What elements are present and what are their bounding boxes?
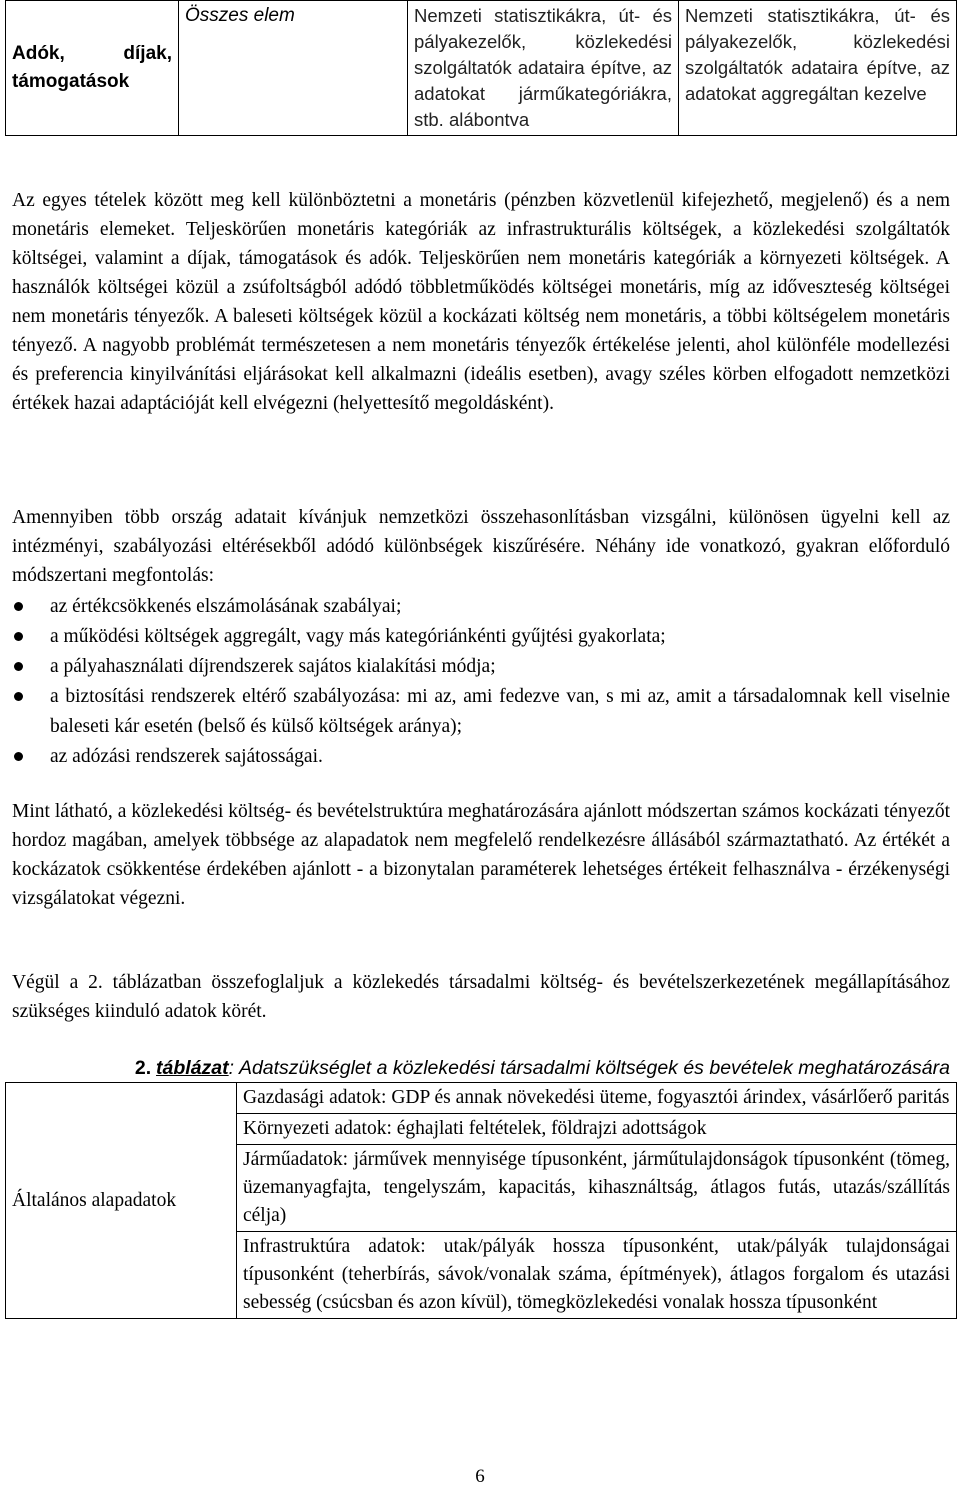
- table-caption: [30, 1054, 950, 1083]
- bullet-icon: [14, 632, 23, 641]
- methodology-bullet-list: [12, 592, 950, 772]
- list-item: a működési költségek aggregált, vagy más kategóriánkénti gyűjtési gyakorlata;: [12, 622, 950, 652]
- bullet-icon: [14, 752, 23, 761]
- paragraph-summary: Végül a 2. táblázatban összefoglaljuk a közlekedés társadalmi költség- és bevételszerkezetének megállapításához szükséges kiinduló adatok körét.: [12, 972, 950, 1022]
- caption-separator: :: [228, 1057, 235, 1079]
- paragraph-risk: Mint látható, a közlekedési költség- és bevételstruktúra meghatározására ajánlott módszertan számos kockázati tényezőt hordoz magában, amelyek többsége az alapadatok nem megfelelő rendelkezésre állásából származtatható. Az értékét a kockázatok csökkentése érdekében ajánlott - a bizonytalan paraméterek lehetséges értékeit felhasználva - érzékenységi vizsgálatokat végezni.: [12, 801, 950, 909]
- table-row: [6, 1, 957, 136]
- aggregated-method-cell: Nemzeti statisztikákra, út- és pályakezelők, közlekedési szolgáltatók adataira építve, az adatokat aggregáltan kezelve: [679, 1, 957, 136]
- caption-label: táblázat: [156, 1057, 229, 1079]
- table-row: [6, 1083, 957, 1114]
- list-item: a pályahasználati díjrendszerek sajátos kialakítási módja;: [12, 652, 950, 682]
- bullet-icon: [14, 662, 23, 671]
- table-cell: Gazdasági adatok: GDP és annak növekedési üteme, fogyasztói árindex, vásárlőerő paritás: [237, 1083, 957, 1114]
- page-number: 6: [475, 1466, 485, 1487]
- row-group-label: Általános alapadatok: [6, 1083, 237, 1319]
- elements-cell: Összes elem: [179, 1, 408, 136]
- bullet-icon: [14, 692, 23, 701]
- caption-title: Adatszükséglet a közlekedési társadalmi költségek és bevételek meghatározására: [238, 1057, 950, 1079]
- list-item: az értékcsökkenés elszámolásának szabályai;: [12, 592, 950, 622]
- caption-number: 2.: [134, 1057, 152, 1079]
- data-requirements-table: [5, 1082, 957, 1319]
- list-item: a biztosítási rendszerek eltérő szabályozása: mi az, ami fedezve van, s mi az, amit a társadalomnak kell viselnie baleseti kár esetén (belső és külső költségek aránya);: [12, 682, 950, 742]
- paragraph-monetary: Az egyes tételek között meg kell különböztetni a monetáris (pénzben közvetlenül kifejezhető, megjelenő) és a nem monetáris elemeket. Teljeskörűen monetáris kategóriák az infrastrukturális költségek, a közlekedési szolgáltatók költségei, valamint a díjak, támogatások és adók. Teljeskörűen nem monetáris kategóriák a környezeti költségek. A használók költségei közül a zsúfoltságból adódó többletműködés költségei monetáris, míg az időveszteség költségei nem monetáris tényezők. A baleseti költségek közül a kockázati költség nem monetáris, a többi költségelem monetáris tényező. A nagyobb problémát természetesen a nem monetáris tényezők értékelése jelenti, ahol különféle modellezési és preferencia kinyilvánítási eljárásokat kell alkalmazni (ideális esetben), avagy széles körben elfogadott nemzetközi értékek hazai adaptációját kell elvégezni (helyettesítő megoldásként).: [12, 190, 950, 414]
- category-cell: Adók, díjak, támogatások: [6, 1, 179, 136]
- list-item: az adózási rendszerek sajátosságai.: [12, 742, 950, 772]
- table-cell: Infrastruktúra adatok: utak/pályák hossza típusonként, utak/pályák tulajdonságai típusonként (teherbírás, sávok/vonalak száma, építmények), átlagos forgalom és utazási sebesség (csúcsban és azon kívül), tömegközlekedési vonalak hossza típusonként: [237, 1232, 957, 1319]
- paragraph-international: Amennyiben több ország adatait kívánjuk nemzetközi összehasonlításban vizsgálni, különösen ügyelni kell az intézményi, szabályozási eltérésekből adódó különbségek kiszűrésére. Néhány ide vonatkozó, gyakran előforduló módszertani megfontolás:: [12, 507, 950, 586]
- detailed-method-cell: Nemzeti statisztikákra, út- és pályakezelők, közlekedési szolgáltatók adataira építve, az adatokat járműkategóriákra, stb. alábontva: [408, 1, 679, 136]
- table-cell: Környezeti adatok: éghajlati feltételek, földrajzi adottságok: [237, 1114, 957, 1145]
- cost-category-table: [5, 0, 957, 136]
- table-cell: Járműadatok: járművek mennyisége típusonként, járműtulajdonságok típusonként (tömeg, üzemanyagfajta, tengelyszám, kapacitás, kihasználtság, átlagos futás, utazás/szállítás célja): [237, 1145, 957, 1232]
- bullet-icon: [14, 602, 23, 611]
